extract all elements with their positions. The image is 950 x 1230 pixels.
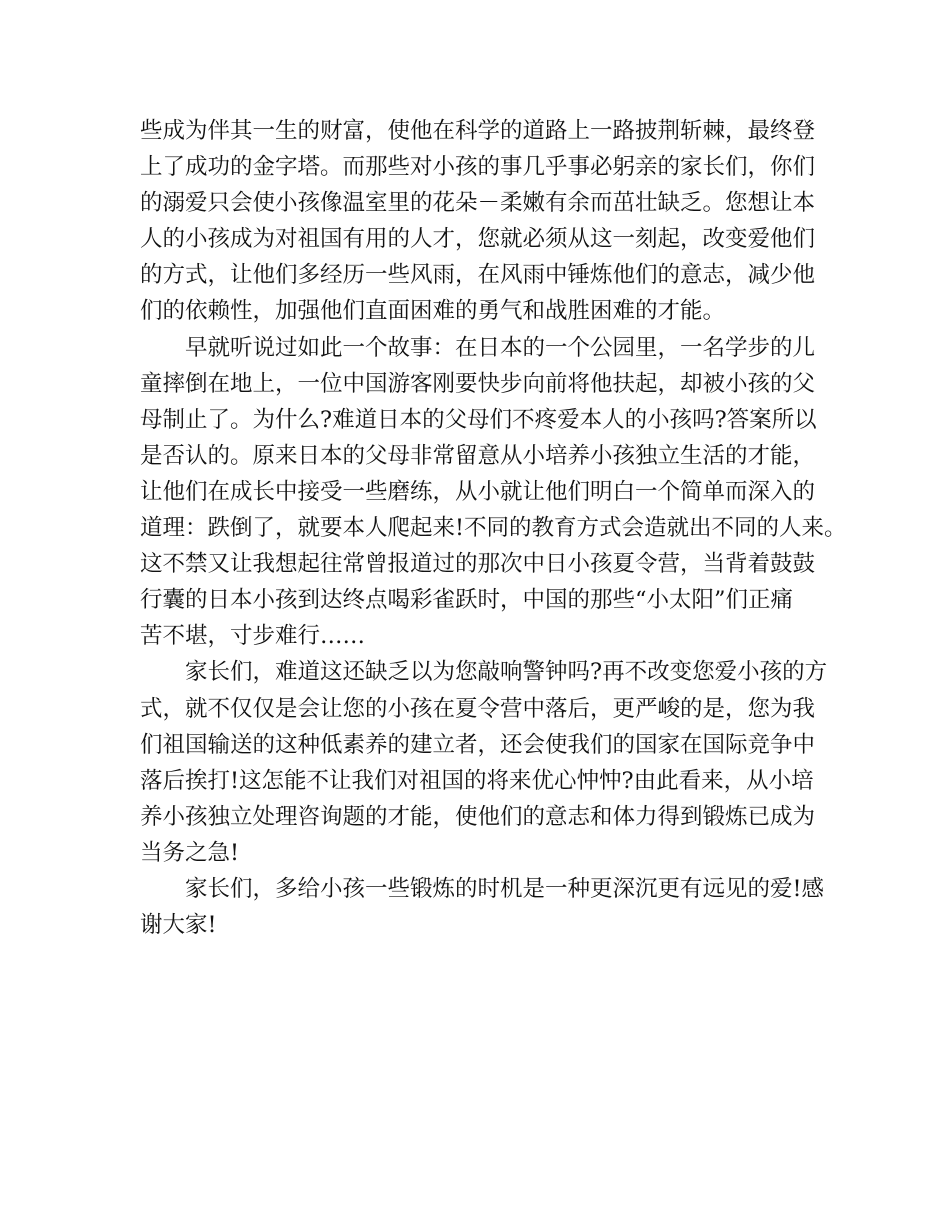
text-line: 童摔倒在地上，一位中国游客刚要快步向前将他扶起，却被小孩的父 bbox=[140, 370, 816, 397]
text-line: 家长们，难道这还缺乏以为您敲响警钟吗?再不改变您爱小孩的方 bbox=[185, 659, 828, 686]
paragraph bbox=[140, 871, 840, 943]
text-line: 是否认的。原来日本的父母非常留意从小培养小孩独立生活的才能， bbox=[140, 442, 816, 469]
text-line: 道理：跌倒了，就要本人爬起来!不同的教育方式会造就出不同的人来。 bbox=[140, 515, 847, 542]
text-line: 家长们，多给小孩一些锻炼的时机是一种更深沉更有远见的爱!感 bbox=[185, 875, 825, 902]
text-line: 这不禁又让我想起往常曾报道过的那次中日小孩夏令营，当背着鼓鼓 bbox=[140, 551, 816, 578]
text-line: 上了成功的金字塔。而那些对小孩的事几乎事必躬亲的家长们，你们 bbox=[140, 154, 816, 181]
text-line: 的方式，让他们多经历一些风雨，在风雨中锤炼他们的意志，减少他 bbox=[140, 262, 816, 289]
text-line: 早就听说过如此一个故事：在日本的一个公园里，一名学步的儿 bbox=[185, 334, 816, 361]
paragraph bbox=[140, 113, 840, 330]
text-line: 的溺爱只会使小孩像温室里的花朵－柔嫩有余而茁壮缺乏。您想让本 bbox=[140, 190, 816, 217]
text-line: 谢大家! bbox=[140, 912, 217, 939]
paragraph bbox=[140, 330, 847, 655]
text-line: 行囊的日本小孩到达终点喝彩雀跃时，中国的那些“小太阳”们正痛 bbox=[140, 587, 794, 614]
text-line: 养小孩独立处理咨询题的才能，使他们的意志和体力得到锻炼已成为 bbox=[140, 803, 816, 830]
text-line: 们的依赖性，加强他们直面困难的勇气和战胜困难的才能。 bbox=[140, 298, 726, 325]
paragraph bbox=[140, 654, 840, 871]
body-text bbox=[140, 113, 847, 943]
text-line: 苦不堪，寸步难行…… bbox=[140, 623, 366, 650]
text-line: 们祖国输送的这种低素养的建立者，还会使我们的国家在国际竞争中 bbox=[140, 731, 816, 758]
text-line: 落后挨打!这怎能不让我们对祖国的将来优心忡忡?由此看来，从小培 bbox=[140, 767, 814, 794]
text-line: 当务之急! bbox=[140, 839, 240, 866]
text-line: 式，就不仅仅是会让您的小孩在夏令营中落后，更严峻的是，您为我 bbox=[140, 695, 816, 722]
text-line: 些成为伴其一生的财富，使他在科学的道路上一路披荆斩棘，最终登 bbox=[140, 118, 816, 144]
text-line: 人的小孩成为对祖国有用的人才，您就必须从这一刻起，改变爱他们 bbox=[140, 226, 816, 253]
text-line: 母制止了。为什么?难道日本的父母们不疼爱本人的小孩吗?答案所以 bbox=[140, 406, 817, 433]
text-line: 让他们在成长中接受一些磨练，从小就让他们明白一个简单而深入的 bbox=[140, 478, 816, 505]
